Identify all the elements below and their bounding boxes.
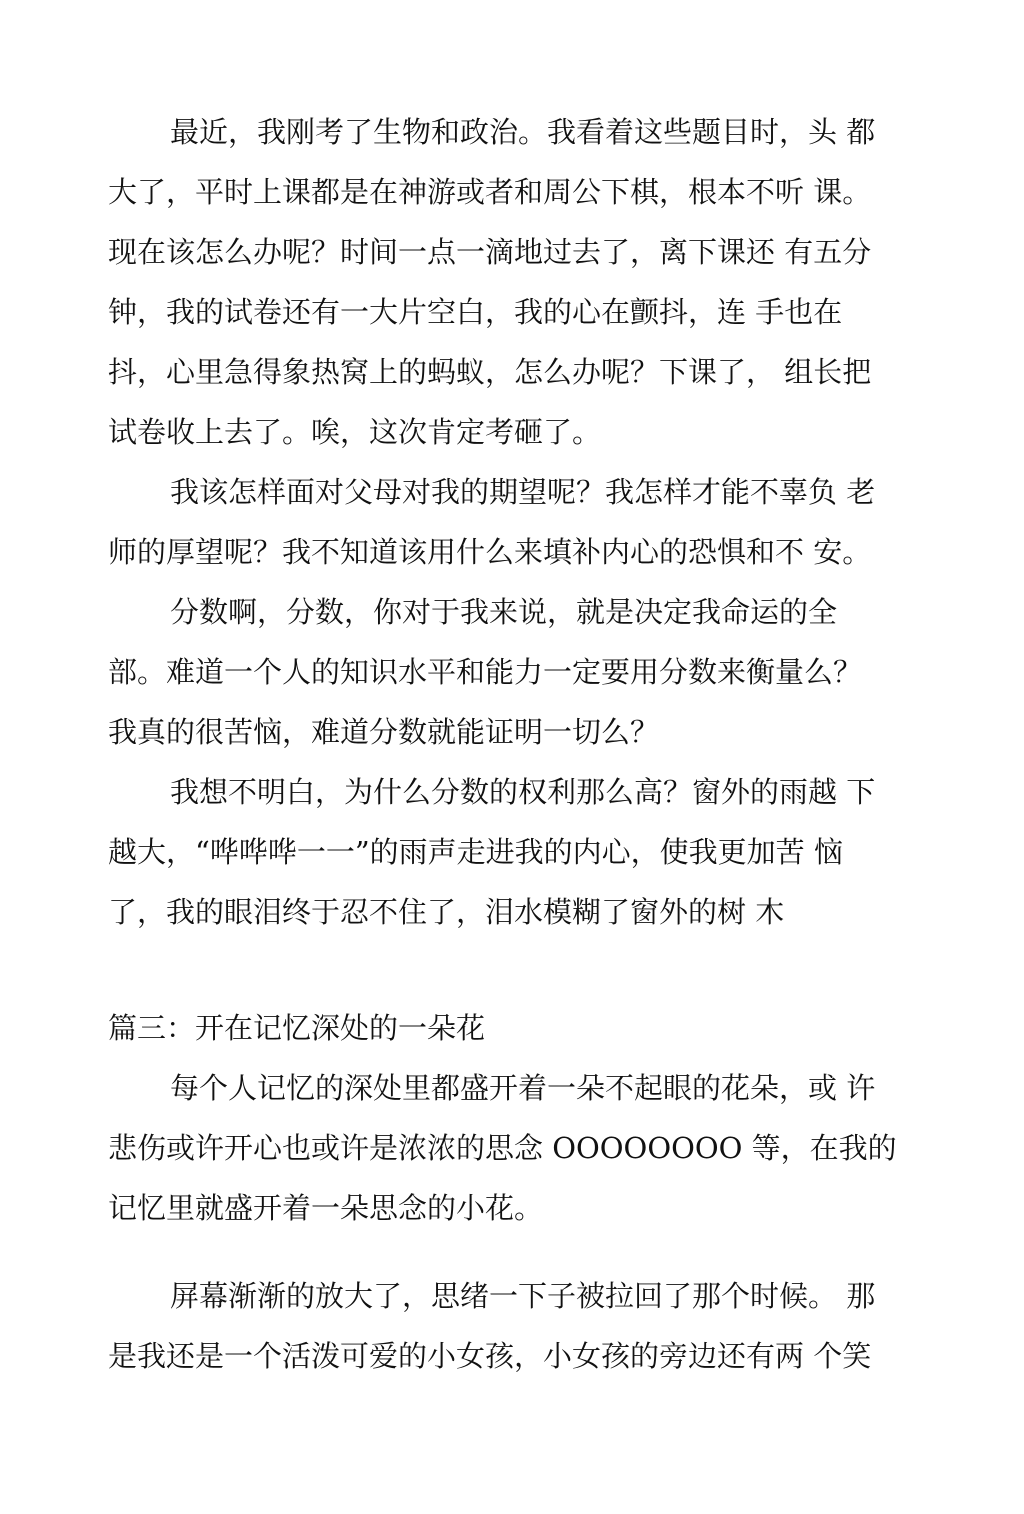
- paragraph-1-line-5: 抖，心里急得象热窝上的蚂蚁，怎么办呢？下课了， 组长把: [108, 355, 872, 389]
- section-paragraph-1-line-3: 记忆里就盛开着一朵思念的小花。: [108, 1191, 544, 1225]
- paragraph-2-line-1: 我该怎样面对父母对我的期望呢？我怎样才能不辜负 老: [170, 475, 876, 509]
- paragraph-4-line-2: 越大，“哗哗哗一一”的雨声走进我的内心，使我更加苦 恼: [108, 835, 843, 869]
- section-paragraph-2-line-1: 屏幕渐渐的放大了，思绪一下子被拉回了那个时候。 那: [170, 1279, 876, 1313]
- section-paragraph-1-line-1: 每个人记忆的深处里都盛开着一朵不起眼的花朵，或 许: [170, 1071, 876, 1105]
- paragraph-3-line-1: 分数啊，分数，你对于我来说，就是决定我命运的全: [170, 595, 838, 629]
- paragraph-1-line-6: 试卷收上去了。唉，这次肯定考砸了。: [108, 415, 602, 449]
- section-heading: 篇三：开在记忆深处的一朵花: [108, 1011, 486, 1045]
- paragraph-1-line-2: 大了，平时上课都是在神游或者和周公下棋，根本不听 课。: [108, 175, 872, 209]
- paragraph-3-line-3: 我真的很苦恼，难道分数就能证明一切么？: [108, 715, 660, 749]
- paragraph-2-line-2: 师的厚望呢？我不知道该用什么来填补内心的恐惧和不 安。: [108, 535, 872, 569]
- paragraph-4-line-3: 了，我的眼泪终于忍不住了，泪水模糊了窗外的树 木: [108, 895, 785, 929]
- paragraph-1-line-4: 钟，我的试卷还有一大片空白，我的心在颤抖，连 手也在: [108, 295, 843, 329]
- section-paragraph-1-line-2: 悲伤或许开心也或许是浓浓的思念 OOOOOOOO 等，在我的: [108, 1131, 897, 1165]
- section-paragraph-2-line-2: 是我还是一个活泼可爱的小女孩，小女孩的旁边还有两 个笑: [108, 1339, 872, 1373]
- paragraph-3-line-2: 部。难道一个人的知识水平和能力一定要用分数来衡量么？: [108, 655, 863, 689]
- paragraph-1-line-1: 最近，我刚考了生物和政治。我看着这些题目时，头 都: [170, 115, 876, 149]
- paragraph-4-line-1: 我想不明白，为什么分数的权利那么高？窗外的雨越 下: [170, 775, 876, 809]
- paragraph-1-line-3: 现在该怎么办呢？时间一点一滴地过去了，离下课还 有五分: [108, 235, 872, 269]
